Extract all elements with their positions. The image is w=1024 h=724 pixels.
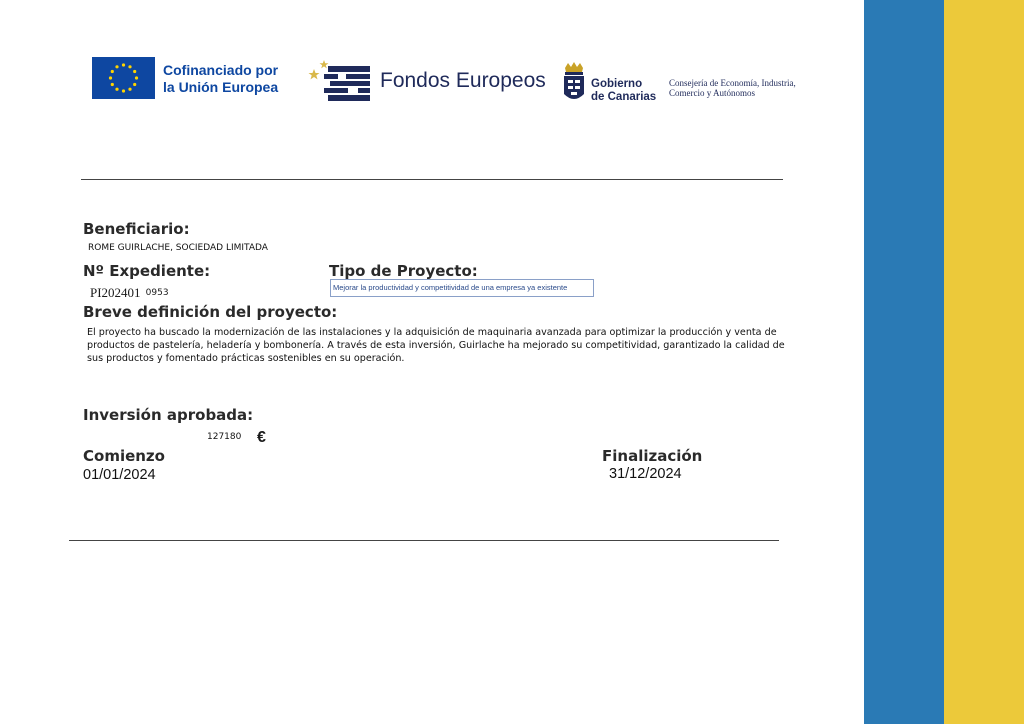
inversion-value: 127180 [207, 432, 242, 442]
tipo-proyecto-field[interactable]: Mejorar la productividad y competitividad de una empresa ya existente [330, 279, 594, 297]
yellow-side-stripe [944, 0, 1024, 724]
expediente-label: Nº Expediente: [83, 262, 211, 280]
definicion-label: Breve definición del proyecto: [83, 303, 338, 321]
eu-flag-icon [92, 57, 155, 99]
comienzo-value: 01/01/2024 [83, 467, 156, 483]
definicion-text: El proyecto ha buscado la modernización de las instalaciones y la adquisición de maquinaria avanzada para optimizar la producción y venta de productos de pastelería, heladería y bombonería. A través de esta inversión, Guirlache ha mejorado su competitividad, garantizado la calidad de sus productos y fomentado prácticas sostenibles en su operación. [87, 327, 785, 364]
finalizacion-value: 31/12/2024 [609, 466, 682, 482]
euro-symbol: € [257, 429, 266, 446]
expediente-value [90, 282, 169, 301]
conserjeria-text: Consejería de Economía, Industria, Comercio y Autónomos [669, 78, 796, 98]
eu-cofinanciado-text: Cofinanciado por la Unión Europea [163, 62, 279, 95]
fondos-europeos-icon [308, 58, 374, 104]
gobierno-canarias-crest-icon [560, 60, 588, 108]
beneficiario-label: Beneficiario: [83, 220, 190, 238]
bottom-divider [69, 540, 779, 541]
fondos-europeos-text: Fondos Europeos [380, 69, 546, 92]
inversion-label: Inversión aprobada: [83, 406, 254, 424]
gobierno-canarias-text: Gobierno de Canarias [591, 78, 657, 103]
expediente-prefix: PI202401 [90, 285, 141, 300]
expediente-suffix: 0953 [145, 288, 169, 298]
blue-side-stripe [864, 0, 944, 724]
tipo-proyecto-label: Tipo de Proyecto: [329, 262, 478, 280]
top-divider [81, 179, 783, 180]
beneficiario-value: ROME GUIRLACHE, SOCIEDAD LIMITADA [88, 243, 268, 253]
comienzo-label: Comienzo [83, 447, 165, 465]
finalizacion-label: Finalización [602, 447, 703, 465]
